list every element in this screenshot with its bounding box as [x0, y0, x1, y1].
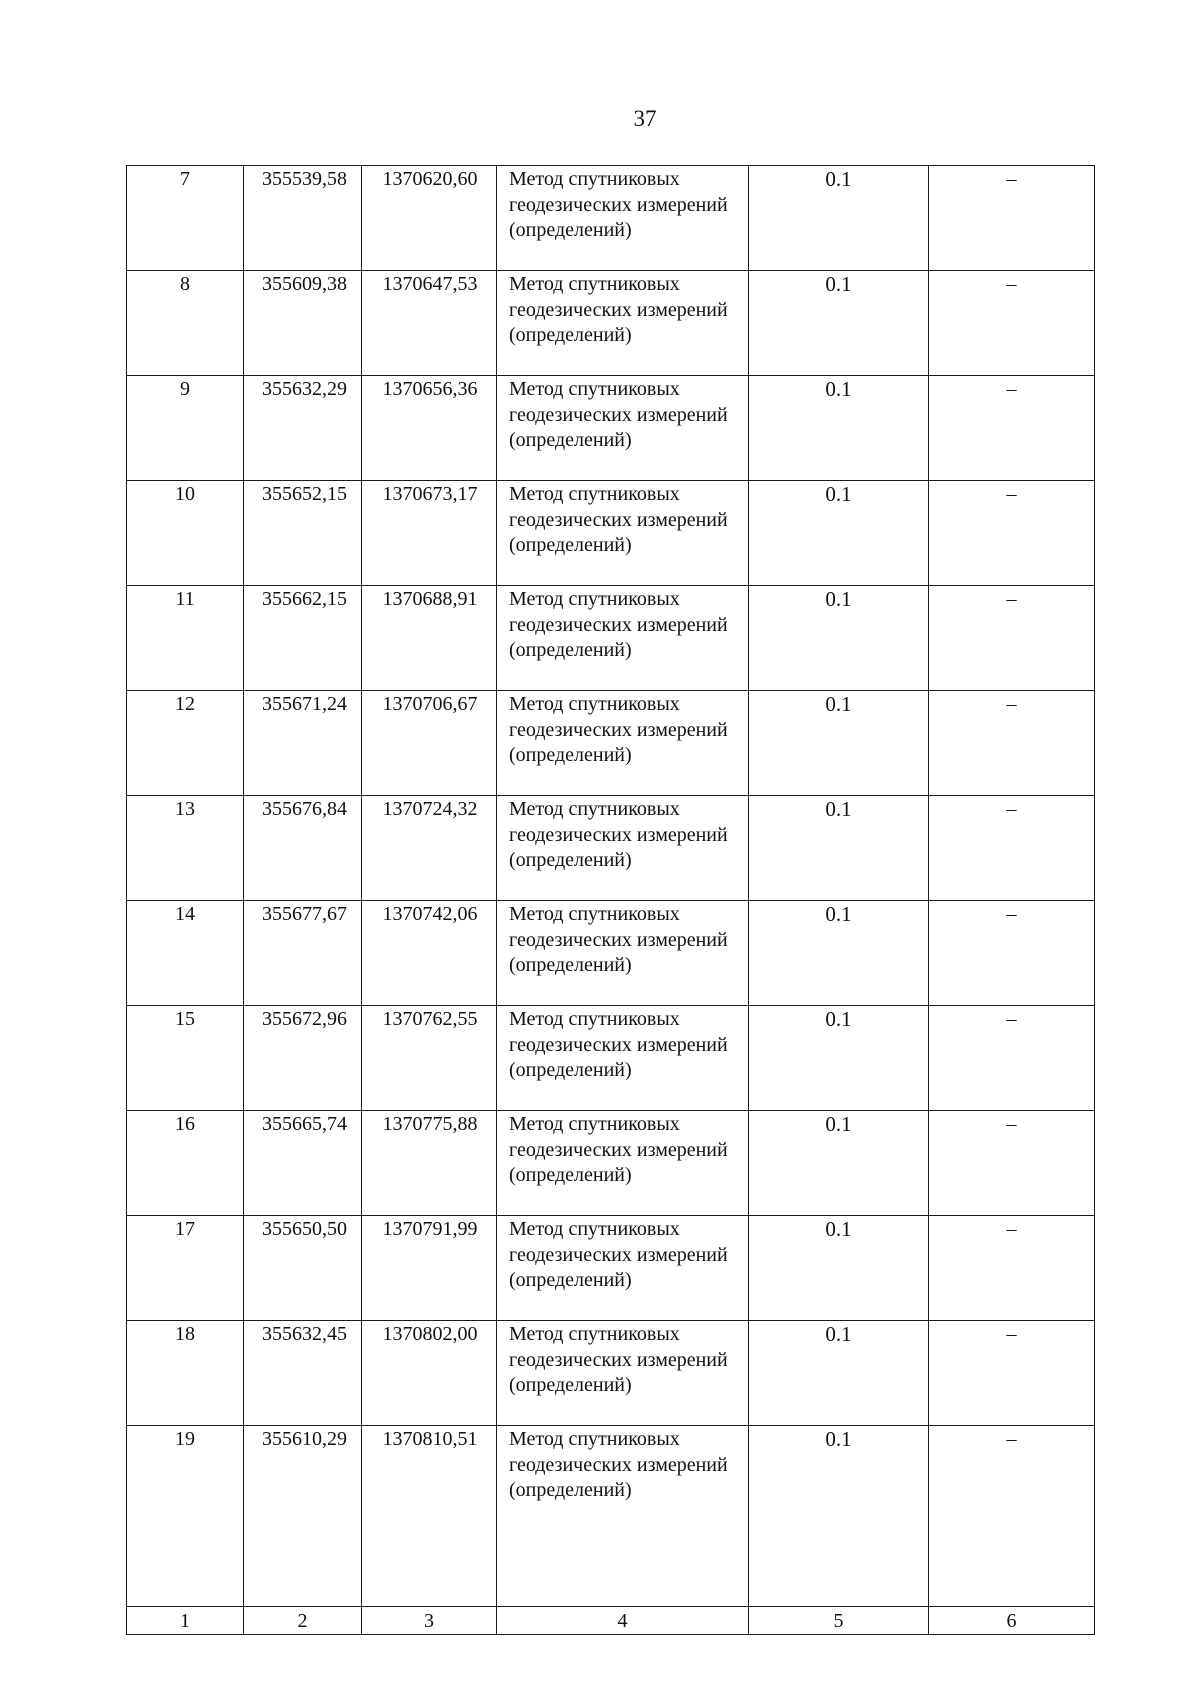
y-coordinate-cell: 1370742,06 [362, 901, 497, 1006]
method-cell: Метод спутниковых геодезических измерений (определений) [497, 1111, 749, 1216]
accuracy-cell: 0.1 [749, 271, 929, 376]
point-number-cell: 15 [127, 1006, 244, 1111]
note-cell: – [929, 1216, 1095, 1321]
x-coordinate-cell: 355652,15 [244, 481, 362, 586]
table-row [127, 1006, 1095, 1111]
y-coordinate-cell: 1370762,55 [362, 1006, 497, 1111]
note-cell: – [929, 1111, 1095, 1216]
point-number-cell: 16 [127, 1111, 244, 1216]
x-coordinate-cell: 355676,84 [244, 796, 362, 901]
table-row [127, 1216, 1095, 1321]
point-number-cell: 12 [127, 691, 244, 796]
note-cell: – [929, 796, 1095, 901]
x-coordinate-cell: 355677,67 [244, 901, 362, 1006]
method-cell: Метод спутниковых геодезических измерений (определений) [497, 796, 749, 901]
y-coordinate-cell: 1370724,32 [362, 796, 497, 901]
accuracy-cell: 0.1 [749, 1426, 929, 1607]
note-cell: – [929, 166, 1095, 271]
point-number-cell: 13 [127, 796, 244, 901]
method-cell: Метод спутниковых геодезических измерений (определений) [497, 901, 749, 1006]
method-cell: Метод спутниковых геодезических измерений (определений) [497, 691, 749, 796]
method-cell: Метод спутниковых геодезических измерений (определений) [497, 1216, 749, 1321]
point-number-cell: 8 [127, 271, 244, 376]
accuracy-cell: 0.1 [749, 1321, 929, 1426]
accuracy-cell: 0.1 [749, 166, 929, 271]
method-cell: Метод спутниковых геодезических измерений (определений) [497, 1006, 749, 1111]
point-number-cell: 17 [127, 1216, 244, 1321]
method-cell: Метод спутниковых геодезических измерений (определений) [497, 481, 749, 586]
method-cell: Метод спутниковых геодезических измерений (определений) [497, 586, 749, 691]
x-coordinate-cell: 355632,45 [244, 1321, 362, 1426]
column-number-row [127, 1607, 1095, 1635]
method-cell: Метод спутниковых геодезических измерений (определений) [497, 1321, 749, 1426]
x-coordinate-cell: 355665,74 [244, 1111, 362, 1216]
method-cell: Метод спутниковых геодезических измерений (определений) [497, 1426, 749, 1607]
table-row [127, 1111, 1095, 1216]
accuracy-cell: 0.1 [749, 1006, 929, 1111]
table-row [127, 691, 1095, 796]
point-number-cell: 18 [127, 1321, 244, 1426]
x-coordinate-cell: 355662,15 [244, 586, 362, 691]
table-row [127, 586, 1095, 691]
y-coordinate-cell: 1370810,51 [362, 1426, 497, 1607]
point-number-cell: 14 [127, 901, 244, 1006]
table-row [127, 481, 1095, 586]
y-coordinate-cell: 1370791,99 [362, 1216, 497, 1321]
table-row [127, 1321, 1095, 1426]
note-cell: – [929, 376, 1095, 481]
note-cell: – [929, 901, 1095, 1006]
column-number-cell: 6 [929, 1607, 1095, 1635]
point-number-cell: 7 [127, 166, 244, 271]
table-row [127, 376, 1095, 481]
point-number-cell: 9 [127, 376, 244, 481]
table-row [127, 271, 1095, 376]
column-number-cell: 1 [127, 1607, 244, 1635]
column-number-cell: 5 [749, 1607, 929, 1635]
point-number-cell: 19 [127, 1426, 244, 1607]
note-cell: – [929, 691, 1095, 796]
point-number-cell: 10 [127, 481, 244, 586]
x-coordinate-cell: 355539,58 [244, 166, 362, 271]
note-cell: – [929, 1426, 1095, 1607]
note-cell: – [929, 271, 1095, 376]
accuracy-cell: 0.1 [749, 481, 929, 586]
table-row [127, 796, 1095, 901]
accuracy-cell: 0.1 [749, 376, 929, 481]
page-number: 37 [633, 106, 657, 131]
accuracy-cell: 0.1 [749, 1111, 929, 1216]
column-number-cell: 2 [244, 1607, 362, 1635]
note-cell: – [929, 586, 1095, 691]
y-coordinate-cell: 1370620,60 [362, 166, 497, 271]
table-row [127, 166, 1095, 271]
x-coordinate-cell: 355672,96 [244, 1006, 362, 1111]
note-cell: – [929, 481, 1095, 586]
x-coordinate-cell: 355609,38 [244, 271, 362, 376]
y-coordinate-cell: 1370688,91 [362, 586, 497, 691]
y-coordinate-cell: 1370656,36 [362, 376, 497, 481]
column-number-cell: 4 [497, 1607, 749, 1635]
x-coordinate-cell: 355671,24 [244, 691, 362, 796]
y-coordinate-cell: 1370706,67 [362, 691, 497, 796]
table-row [127, 1426, 1095, 1607]
note-cell: – [929, 1006, 1095, 1111]
method-cell: Метод спутниковых геодезических измерений (определений) [497, 166, 749, 271]
accuracy-cell: 0.1 [749, 1216, 929, 1321]
accuracy-cell: 0.1 [749, 691, 929, 796]
accuracy-cell: 0.1 [749, 586, 929, 691]
x-coordinate-cell: 355632,29 [244, 376, 362, 481]
column-number-cell: 3 [362, 1607, 497, 1635]
x-coordinate-cell: 355610,29 [244, 1426, 362, 1607]
table-body [127, 166, 1095, 1635]
x-coordinate-cell: 355650,50 [244, 1216, 362, 1321]
coordinates-table [126, 165, 1095, 1635]
y-coordinate-cell: 1370673,17 [362, 481, 497, 586]
note-cell: – [929, 1321, 1095, 1426]
method-cell: Метод спутниковых геодезических измерений (определений) [497, 271, 749, 376]
point-number-cell: 11 [127, 586, 244, 691]
method-cell: Метод спутниковых геодезических измерений (определений) [497, 376, 749, 481]
y-coordinate-cell: 1370647,53 [362, 271, 497, 376]
accuracy-cell: 0.1 [749, 796, 929, 901]
table-row [127, 901, 1095, 1006]
y-coordinate-cell: 1370775,88 [362, 1111, 497, 1216]
accuracy-cell: 0.1 [749, 901, 929, 1006]
y-coordinate-cell: 1370802,00 [362, 1321, 497, 1426]
